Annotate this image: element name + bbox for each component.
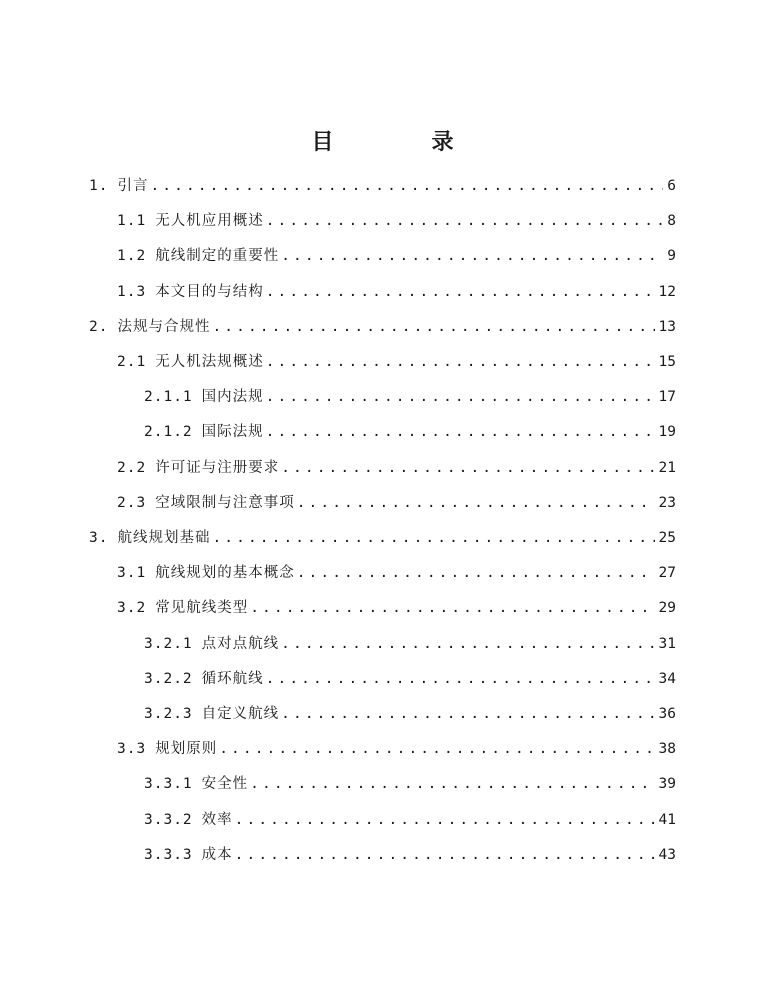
toc-entry-page-number: 21 xyxy=(658,459,676,476)
dot-leader xyxy=(250,591,654,625)
toc-entry-number: 2.2 xyxy=(117,459,147,476)
dot-leader xyxy=(266,662,655,696)
dot-leader xyxy=(266,204,664,238)
toc-entry-page-number: 25 xyxy=(658,530,676,546)
dot-leader xyxy=(297,556,655,590)
toc-entry-label xyxy=(117,204,264,238)
toc-entry[interactable] xyxy=(144,838,676,872)
toc-entry-number: 3. xyxy=(89,530,109,546)
toc-entry-text: 航线规划的基本概念 xyxy=(155,565,295,582)
toc-entry-label xyxy=(117,345,264,379)
toc-entry-page-number: 12 xyxy=(658,283,676,300)
dot-leader xyxy=(266,380,655,414)
toc-entry-text: 循环航线 xyxy=(201,670,264,687)
toc-entry-text: 许可证与注册要求 xyxy=(155,459,280,476)
toc-entry-label xyxy=(89,310,210,344)
toc-entry[interactable] xyxy=(144,415,676,449)
toc-entry-label xyxy=(144,803,233,837)
toc-entry[interactable] xyxy=(144,767,676,801)
toc-entry-page-number: 6 xyxy=(667,178,676,194)
toc-entry-number: 3.2.3 xyxy=(144,706,193,722)
toc-entry[interactable] xyxy=(117,239,676,273)
toc-entry-label xyxy=(117,275,264,309)
toc-entry[interactable] xyxy=(117,451,676,485)
toc-entry-number: 1.1 xyxy=(117,213,147,230)
dot-leader xyxy=(281,697,654,731)
dot-leader xyxy=(219,732,654,766)
toc-entry[interactable] xyxy=(144,627,676,661)
toc-entry[interactable] xyxy=(117,556,676,590)
dot-leader xyxy=(212,310,654,344)
toc-entry-page-number: 41 xyxy=(658,811,676,828)
toc-entry-label xyxy=(144,662,264,696)
toc-entry-number: 2.3 xyxy=(117,494,147,511)
toc-entry-label xyxy=(144,415,264,449)
toc-entry-number: 3.1 xyxy=(117,565,147,582)
dot-leader xyxy=(150,169,663,203)
toc-entry-text: 引言 xyxy=(117,178,149,194)
toc-entry-text: 国际法规 xyxy=(201,424,264,441)
toc-entry-number: 2.1.2 xyxy=(144,424,193,441)
dot-leader xyxy=(235,803,655,837)
toc-entry-label xyxy=(117,486,295,520)
toc-entry-text: 本文目的与结构 xyxy=(155,283,264,300)
toc-entry-number: 3.3.3 xyxy=(144,846,193,863)
toc-entry-page-number: 34 xyxy=(658,670,676,687)
dot-leader xyxy=(281,627,654,661)
toc-entry-text: 空域限制与注意事项 xyxy=(155,494,295,511)
dot-leader xyxy=(266,415,655,449)
toc-entry-number: 2.1.1 xyxy=(144,389,193,406)
toc-entry-label xyxy=(117,239,279,273)
toc-entry[interactable] xyxy=(144,697,676,731)
toc-entry-page-number: 8 xyxy=(667,213,676,230)
toc-entry-number: 2.1 xyxy=(117,354,147,370)
dot-leader xyxy=(281,451,654,485)
toc-entry-number: 3.3.2 xyxy=(144,811,193,828)
toc-entry-number: 3.2.2 xyxy=(144,670,193,687)
toc-entry-page-number: 29 xyxy=(658,600,676,617)
toc-entry[interactable] xyxy=(144,380,676,414)
toc-entry-text: 安全性 xyxy=(201,776,249,793)
toc-entry-number: 1.2 xyxy=(117,248,147,265)
toc-entry[interactable] xyxy=(89,521,676,555)
toc-entry-label xyxy=(89,169,148,203)
toc-title: 目 录 xyxy=(311,129,492,155)
toc-entry-label xyxy=(117,732,217,766)
toc-entry-page-number: 13 xyxy=(658,318,676,335)
toc-entry-page-number: 36 xyxy=(658,706,676,722)
dot-leader xyxy=(266,275,655,309)
toc-entry-number: 1. xyxy=(89,178,109,194)
toc-entry-text: 无人机法规概述 xyxy=(155,354,264,370)
toc-entry-text: 点对点航线 xyxy=(201,635,280,652)
toc-entry-label xyxy=(144,627,279,661)
toc-entry-number: 3.2.1 xyxy=(144,635,193,652)
toc-entry-page-number: 39 xyxy=(658,776,676,793)
toc-entry[interactable] xyxy=(144,662,676,696)
dot-leader xyxy=(281,239,663,273)
toc-entry-text: 规划原则 xyxy=(155,741,218,758)
toc-entry-label xyxy=(144,380,264,414)
dot-leader xyxy=(266,345,655,379)
toc-entry-text: 常见航线类型 xyxy=(155,600,249,617)
toc-entry[interactable] xyxy=(89,169,676,203)
toc-entry-label xyxy=(117,556,295,590)
toc-entry-label xyxy=(89,521,210,555)
toc-entry-page-number: 19 xyxy=(658,424,676,441)
toc-entry[interactable] xyxy=(117,732,676,766)
toc-entry-label xyxy=(117,451,279,485)
toc-entry-number: 3.3 xyxy=(117,741,147,758)
toc-entry[interactable] xyxy=(117,275,676,309)
dot-leader xyxy=(297,486,655,520)
toc-entry-number: 3.2 xyxy=(117,600,147,617)
toc-entry-text: 自定义航线 xyxy=(201,706,280,722)
toc-entry-label xyxy=(144,767,248,801)
toc-entry-page-number: 9 xyxy=(667,248,676,265)
toc-entry-number: 1.3 xyxy=(117,283,147,300)
toc-entry-text: 航线制定的重要性 xyxy=(155,248,280,265)
toc-entry-page-number: 38 xyxy=(658,741,676,758)
toc-entry-page-number: 43 xyxy=(658,846,676,863)
toc-entry[interactable] xyxy=(117,486,676,520)
toc-entry-page-number: 17 xyxy=(658,389,676,406)
toc-entry-label xyxy=(144,697,279,731)
toc-entry-page-number: 27 xyxy=(658,565,676,582)
toc-entry-number: 3.3.1 xyxy=(144,776,193,793)
toc-entry-text: 航线规划基础 xyxy=(117,530,211,546)
toc-entry-number: 2. xyxy=(89,318,109,335)
toc-entry[interactable] xyxy=(117,345,676,379)
toc-entry[interactable] xyxy=(117,204,676,238)
toc-entry-text: 国内法规 xyxy=(201,389,264,406)
dot-leader xyxy=(235,838,655,872)
toc-entry-text: 法规与合规性 xyxy=(117,318,211,335)
toc-entry-label xyxy=(117,591,248,625)
toc-entry[interactable] xyxy=(117,591,676,625)
toc-entry-page-number: 31 xyxy=(658,635,676,652)
toc-entry[interactable] xyxy=(144,803,676,837)
dot-leader xyxy=(250,767,654,801)
toc-entry-page-number: 23 xyxy=(658,494,676,511)
dot-leader xyxy=(212,521,654,555)
toc-entry-page-number: 15 xyxy=(658,354,676,370)
toc-entry-text: 无人机应用概述 xyxy=(155,213,264,230)
toc-entry-text: 效率 xyxy=(201,811,233,828)
toc-entry-text: 成本 xyxy=(201,846,233,863)
toc-entry-label xyxy=(144,838,233,872)
toc-entry[interactable] xyxy=(89,310,676,344)
